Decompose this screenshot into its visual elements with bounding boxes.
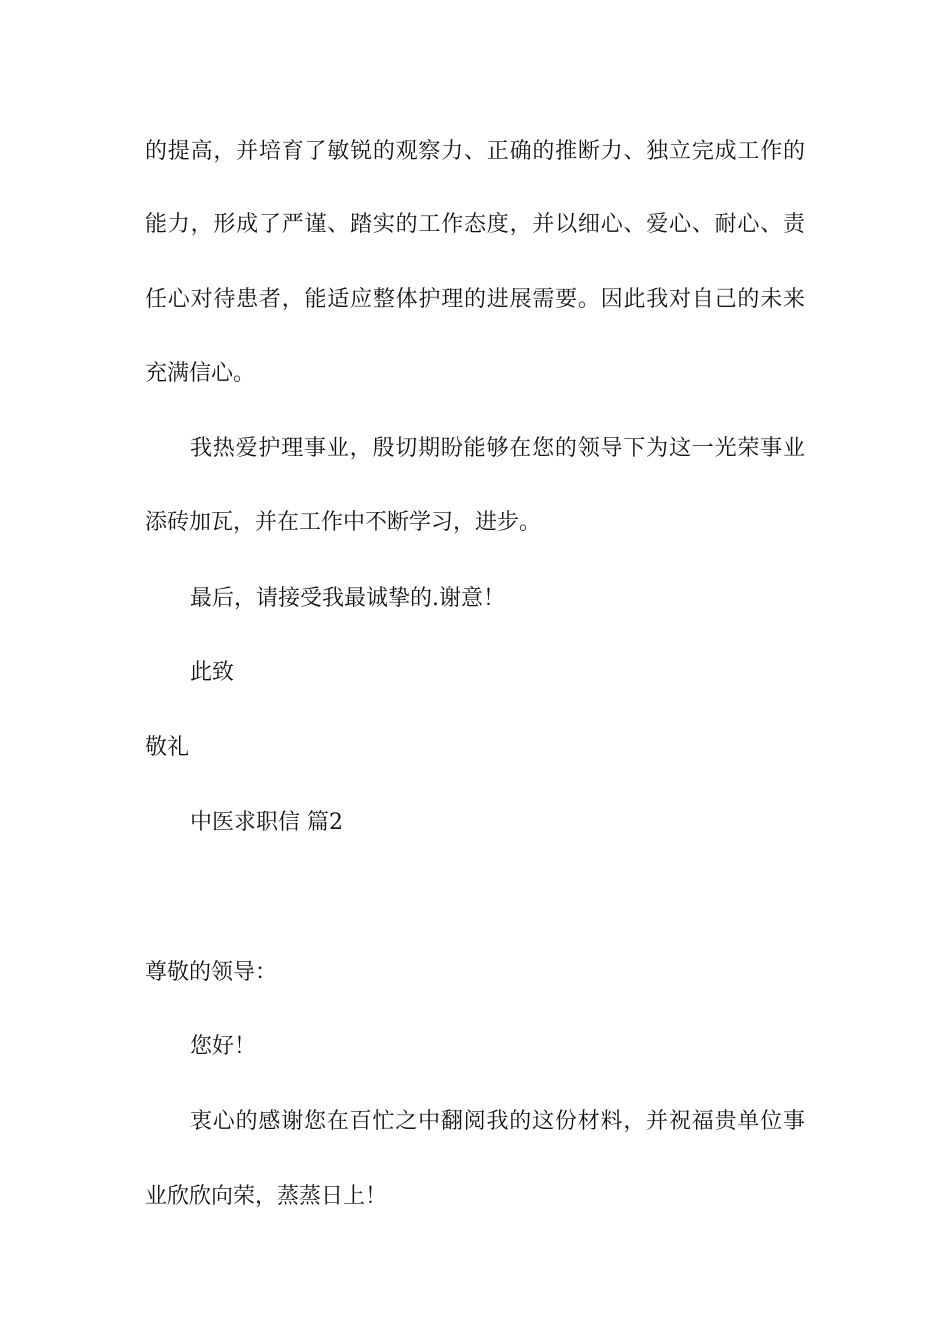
salutation: 尊敬的领导： bbox=[145, 960, 278, 985]
paragraph-line-thanks: 衷心的感谢您在百忙之中翻阅我的这份材料，并祝福贵单位事 bbox=[190, 1109, 805, 1134]
paragraph-line-love-nursing: 我热爱护理事业，殷切期盼能够在您的领导下为这一光荣事业 bbox=[190, 436, 805, 461]
closing-jingli: 敬礼 bbox=[145, 735, 190, 760]
text-line-6: 添砖加瓦，并在工作中不断学习，进步。 bbox=[145, 510, 542, 535]
text-line-3: 任心对待患者，能适应整体护理的进展需要。因此我对自己的未来 bbox=[145, 287, 805, 312]
text-line-1: 的提高，并培育了敏锐的观察力、正确的推断力、独立完成工作的 bbox=[145, 139, 805, 164]
text-line-last: 业欣欣向荣，蒸蒸日上！ bbox=[145, 1184, 388, 1209]
greeting: 您好！ bbox=[190, 1034, 257, 1059]
section-heading: 中医求职信 篇2 bbox=[190, 810, 343, 835]
text-line-4: 充满信心。 bbox=[145, 361, 256, 386]
closing-cizhi: 此致 bbox=[190, 660, 235, 685]
text-line-2: 能力，形成了严谨、踏实的工作态度，并以细心、爱心、耐心、责 bbox=[145, 212, 805, 237]
closing-thanks: 最后，请接受我最诚挚的.谢意！ bbox=[190, 586, 505, 611]
